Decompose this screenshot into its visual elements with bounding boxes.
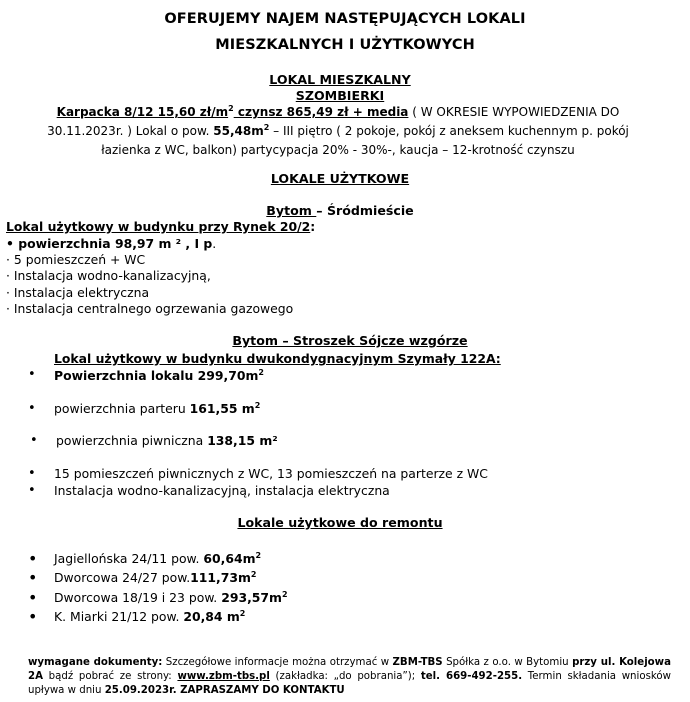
bytom2-total-label: Powierzchnia lokalu 299,70m [54,368,259,383]
renovation-item-sup: 2 [281,589,288,599]
renovation-item [54,551,261,566]
renovation-item [54,590,288,605]
bytom2-total-area [54,368,264,383]
bytom1-item [6,252,145,267]
bytom1-item-text: 5 pomieszczeń + WC [9,252,146,267]
renovation-item-name: Jagiellońska 24/11 pow. [54,551,204,566]
bytom1-item-text: Instalacja elektryczna [9,285,150,300]
bullet-icon: • [28,588,38,607]
bytom1-district: – Śródmieście [316,203,414,218]
footer-text: Termin składania wniosków upływa w dniu [28,671,671,696]
renovation-item-name: Dworcowa 24/27 pow. [54,570,191,585]
bytom2-ground-area [54,401,260,416]
renovation-item-area: 111,73m [190,570,251,585]
bytom2-base-value: 138,15 m² [207,433,278,448]
bytom2-ground-label: powierzchnia parteru [54,401,190,416]
bullet-icon: · [6,301,10,316]
residential-line3: łazienka z WC, balkon) partycypacja 20% - 30%-, kaucja – 12-krotność czynszu [101,143,575,157]
bytom1-item-text: Instalacja centralnego ogrzewania gazowego [9,301,294,316]
bytom1-item [6,268,211,283]
footer-text: Szczegółowe informacje można otrzymać w [162,657,393,668]
residential-description [8,103,668,160]
bullet-icon: • [28,483,36,498]
renovation-item-area: 293,57m [221,590,282,605]
bullet-icon: • [28,401,36,416]
bytom1-header-colon: : [310,219,316,234]
residential-rent: czynsz 865,49 zł + media [233,105,409,119]
bytom2-ground-value: 161,55 m [189,401,255,416]
heading-line-1: OFERUJEMY NAJEM NASTĘPUJĄCYCH LOKALI [164,11,526,27]
bytom2-total-sup: 2 [258,367,264,377]
footer-text: bądź pobrać ze strony: [42,671,178,682]
bullet-icon: • [6,236,14,251]
renovation-item-sup: 2 [239,608,246,618]
renovation-item [54,570,256,585]
bytom2-ground-sup: 2 [254,400,261,410]
renovation-item-sup: 2 [250,569,257,579]
renovation-item-sup: 2 [255,550,262,560]
residential-district: SZOMBIERKI [295,88,385,103]
bullet-icon: • [28,466,36,481]
bullet-icon: • [28,367,36,382]
renovation-item-area: 20,84 m [183,609,240,624]
bytom1-item-text: . [212,236,217,251]
bullet-icon: • [28,549,38,568]
renovation-item-name: K. Miarki 21/12 pow. [54,609,184,624]
bullet-icon: • [28,607,38,626]
residential-area-sup: 2 [263,123,270,132]
bytom2-rooms: 15 pomieszczeń piwnicznych z WC, 13 pomieszczeń na parterze z WC [54,466,488,481]
residential-notice: ( W OKRESIE WYPOWIEDZENIA DO [408,105,620,119]
bullet-icon: · [6,285,10,300]
bytom1-header-text: Lokal użytkowy w budynku przy Rynek 20/2 [6,219,311,234]
bytom2-basement-area [56,433,278,448]
bullet-icon: • [28,568,38,587]
footer-label: wymagane dokumenty: [28,657,163,668]
residential-area: 55,48m [213,124,264,138]
renovation-item [54,609,245,624]
residential-address-sup: 2 [228,104,234,113]
residential-address: Karpacka 8/12 15,60 zł/m [56,105,229,119]
website-link[interactable]: www.zbm-tbs.pl [177,671,270,682]
bullet-icon: · [6,268,10,283]
bytom1-title [0,203,680,218]
bytom2-base-label: powierzchnia piwniczna [56,433,208,448]
footer-company: ZBM-TBS [392,657,443,668]
bullet-icon: · [6,252,10,267]
bytom1-item [6,236,216,251]
residential-line2b: – III piętro ( 2 pokoje, pokój z aneksem kuchennym p. pokój [269,124,629,138]
footer-text: (zakładka: „do pobrania”); [269,671,421,682]
bytom1-city: Bytom [266,203,317,218]
renovation-item-name: Dworcowa 18/19 i 23 pow. [54,590,222,605]
bullet-icon: • [30,433,38,448]
bytom1-header [6,219,315,234]
footer-text: Spółka z o.o. w Bytomiu [442,657,573,668]
bytom1-item-bold: powierzchnia 98,97 m ² , I p [13,236,213,251]
footer-deadline: 25.09.2023r. [104,685,177,696]
heading-line-2: MIESZKALNYCH I UŻYTKOWYCH [215,37,475,53]
footer-address: przy ul. Kolejowa 2A [28,657,671,682]
footer-info [28,656,671,698]
bytom1-item [6,285,149,300]
bytom2-header: Lokal użytkowy w budynku dwukondygnacyjnym Szymały 122A: [54,351,501,366]
footer-phone: tel. 669-492-255. [420,671,523,682]
residential-line2a: 30.11.2023r. ) Lokal o pow. [47,124,214,138]
bytom2-title: Bytom – Stroszek Sójcze wzgórze [232,333,468,348]
commercial-title: LOKALE UŻYTKOWE [270,171,410,186]
residential-title: LOKAL MIESZKALNY [269,72,411,87]
footer-closing: ZAPRASZAMY DO KONTAKTU [176,685,345,696]
renovation-item-area: 60,64m [203,551,256,566]
bytom1-item [6,301,293,316]
bytom2-installations: Instalacja wodno-kanalizacyjną, instalacja elektryczna [54,483,390,498]
bytom1-item-text: Instalacja wodno-kanalizacyjną, [9,268,211,283]
renovation-title: Lokale użytkowe do remontu [237,515,443,530]
